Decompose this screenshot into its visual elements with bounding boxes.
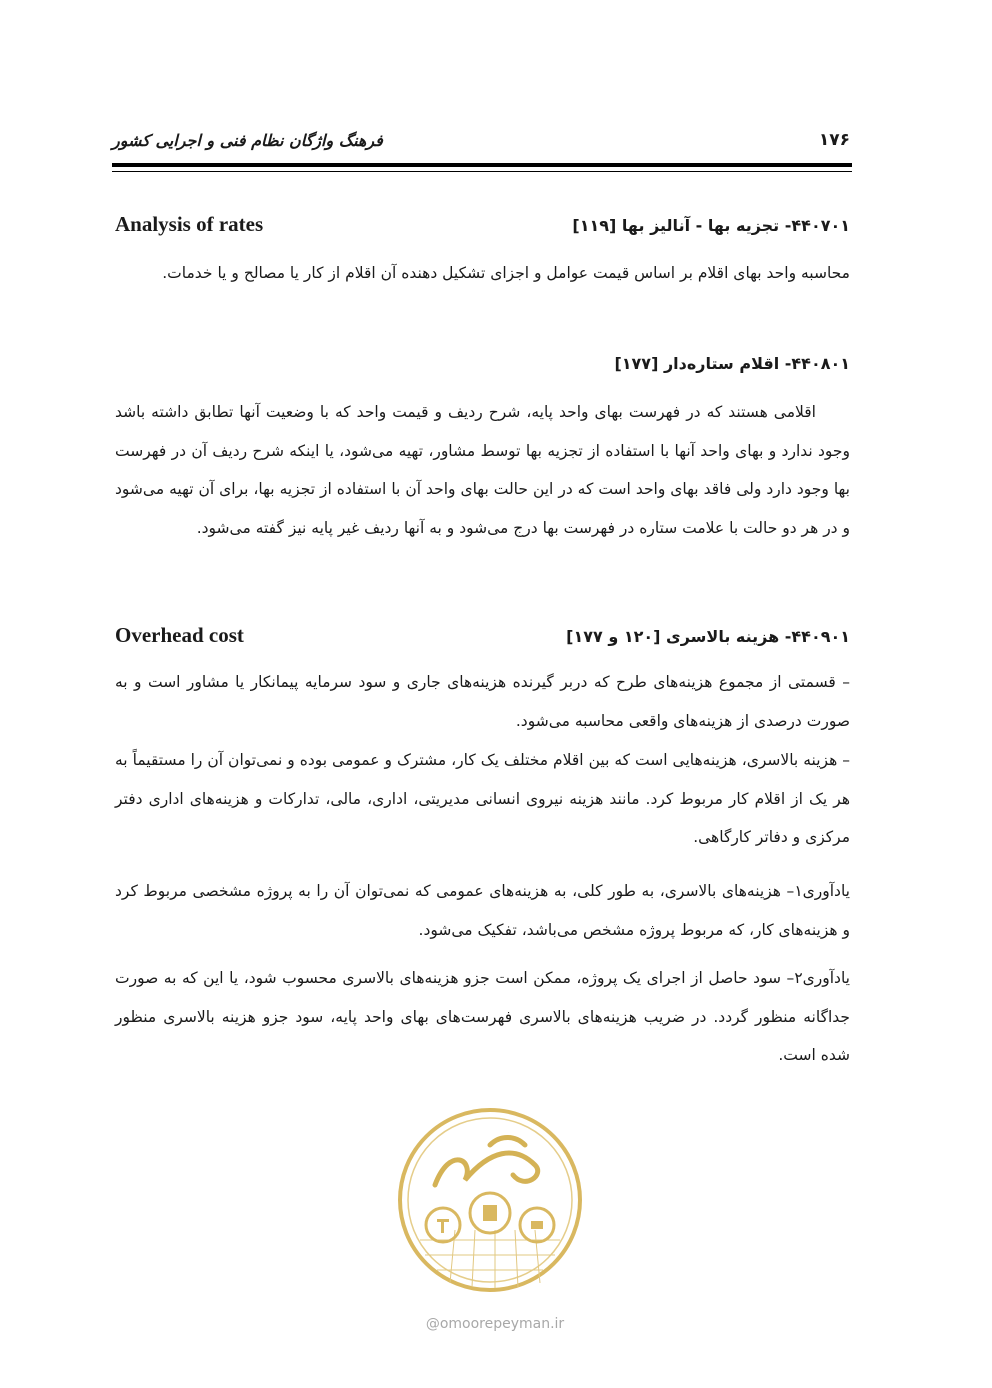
watermark-logo xyxy=(395,1105,585,1295)
entry-paragraph: – قسمتی از مجموع هزینه‌های طرح که دربر گیرنده هزینه‌های جاری و سود سرمایه پیمانکار یا مشاور است و به صورت درصدی از هزینه‌های واقعی محاسبه می‌شود. xyxy=(115,673,850,730)
entry-paragraph: اقلامی هستند که در فهرست بهای واحد پایه، شرح ردیف و قیمت واحد که با وضعیت آنها تطابق داشته باشد وجود ندارد و بهای واحد آنها با استفاده از تجزیه بها توسط مشاور، تهیه می‌شود، یا اینکه شرح ردیف آن در فهرست بها وجود دارد ولی فاقد بهای واحد است که در این حالت بهای واحد آن با استفاده از تجزیه بها، برای آن تهیه می‌شود و در هر دو حالت با علامت ستاره در فهرست بها درج می‌شود و به آنها ردیف غیر پایه نیز گفته می‌شود. xyxy=(115,403,850,537)
entry-paragraph: – هزینه بالاسری، هزینه‌هایی است که بین اقلام مختلف یک کار، مشترک و عمومی بوده و نمی‌توان آن را مستقیماً به هر یک از اقلام کار مربوط کرد. مانند هزینه نیروی انسانی مدیریتی، اداری، مالی، تدارکات و هزینه‌های اداری دفتر مرکزی و دفاتر کارگاهی. xyxy=(115,751,850,846)
entry-paragraph: یادآوری۱– هزینه‌های بالاسری، به طور کلی، به هزینه‌های عمومی که نمی‌توان آن را به پروژه مشخصی مربوط کرد و هزینه‌های کار، که مربوط پروژه مشخص می‌باشد، تفکیک می‌شود. xyxy=(115,882,850,939)
entry-english-overhead-cost: Overhead cost xyxy=(115,623,244,647)
header-rule-thick xyxy=(112,163,852,167)
watermark-site: @omoorepeyman.ir xyxy=(425,1316,565,1332)
running-title: فرهنگ واژگان نظام فنی و اجرایی کشور xyxy=(112,131,383,150)
entry-paragraph: یادآوری۲– سود حاصل از اجرای یک پروژه، ممکن است جزو هزینه‌های بالاسری محسوب شود، یا این که به صورت جداگانه منظور گردد. در ضریب هزینه‌های بالاسری فهرست‌های بهای واحد پایه، سود جزو هزینه بالاسری منظور شده است. xyxy=(115,969,850,1064)
entry-paragraph: محاسبه واحد بهای اقلام بر اساس قیمت عوامل و اجزای تشکیل دهنده آن اقلام از کار یا مصالح و یا خدمات. xyxy=(162,264,850,282)
header-rule-thin xyxy=(112,171,852,172)
entry-title-overhead-cost: ۴۴۰۹۰۱- هزینه بالاسری [۱۲۰ و ۱۷۷] xyxy=(566,627,850,646)
entry-title-starred-items: ۴۴۰۸۰۱- اقلام ستاره‌دار [۱۷۷] xyxy=(614,354,850,373)
entry-english-analysis-of-rates: Analysis of rates xyxy=(115,212,264,236)
entry-title-analysis-of-rates: ۴۴۰۷۰۱- تجزیه بها - آنالیز بها [۱۱۹] xyxy=(572,216,850,235)
page-number: ۱۷۶ xyxy=(818,130,850,150)
